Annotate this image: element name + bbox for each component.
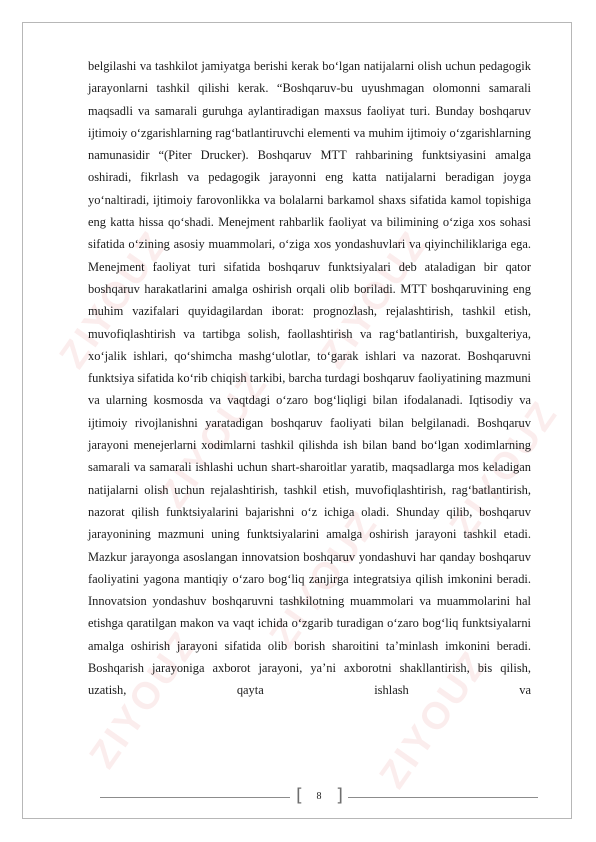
page-number-bracket-open: [ [296, 785, 304, 806]
watermark-text: ZIYOUZ [312, 223, 437, 377]
footer-rule-right [348, 797, 538, 798]
footer-rule-left [100, 797, 290, 798]
watermark-text: ZIYOUZ [82, 623, 207, 777]
watermark-text: ZIYOUZ [262, 503, 387, 657]
watermark-text: ZIYOUZ [52, 223, 177, 377]
watermark-text: ZIYOUZ [372, 643, 497, 797]
body-paragraph: belgilashi va tashkilot jamiyatga berishi kerak bo‘lgan natijalarni olish uchun pedagogik jarayonlarni tashkil qilishi kerak. “Boshqaruv-bu uyushmagan olomonni samarali maqsadli va samarali guruhga aylantiradigan maxsus faoliyat turi. Bunday boshqaruv ijtimoiy o‘zgarishlarning rag‘batlantiruvchi elementi va muhim ijtimoiy o‘zgarishlarning namunasidir “(Piter Drucker). Boshqaruv MTT rahbarining funktsiyasini amalga oshiradi, fikrlash va pedagogik jarayonni eng katta natijalarni beradigan joyga yo‘naltiradi, ijtimoiy farovonlikka va bolalarni barkamol shaxs sifatida kamol topishiga eng katta hissa qo‘shadi. Menejment rahbarlik faoliyat va bilimining o‘ziga xos sohasi sifatida o‘zining asosiy muammolari, o‘ziga xos yondashuvlari va qiyinchiliklariga ega. Menejment faoliyat turi sifatida boshqaruv funktsiyalari deb ataladigan bir qator boshqaruv harakatlarini amalga oshirish orqali olib boriladi. MTT boshqaruvining eng muhim vazifalari quyidagilardan iborat: prognozlash, rejalashtirish, tashkil etish, muvofiqlashtirish va tartibga solish, faollashtirish va rag‘batlantirish, buxgalteriya, xo‘jalik ishlari, qo‘shimcha mashg‘ulotlar, to‘garak ishlari va nazorat. Boshqaruvni funktsiya sifatida ko‘rib chiqish tarkibi, barcha turdagi boshqaruv faoliyatining mazmuni va ularning kosmosda va vaqtdagi o‘zaro bog‘liqligi bilan ifodalanadi. Iqtisodiy va ijtimoiy rivojlanishni yaratadigan boshqaruv faoliyati bilan belgilanadi. Boshqaruv jarayoni menejerlarni xodimlarni tashkil qilishda ish bilan band bo‘lgan xodimlarning samarali va samarali ishlashi uchun shart-sharoitlar yaratib, maqsadlarga mos keladigan natijalarni olish uchun rejalashtirish, tashkil etish, muvofiqlashtirish, rag‘batlantirish, nazorat qilish funktsiyalarini bajarishni o‘z ichiga oladi. Shunday qilib, boshqaruv jarayonining mazmuni uning funktsiyalarini amalga oshirish jarayoni tashkil etadi. Mazkur jarayonga asoslangan innovatsion boshqaruv yondashuvi har qanday boshqaruv faoliyatini yagona mantiqiy o‘zaro bog‘liq zanjirga integratsiya qilish imkonini beradi. Innovatsion yondashuv boshqaruvni tashkilotning muammolari va muammolarini hal etishga qaratilgan makon va vaqt ichida o‘zgarib turadigan o‘zaro bog‘liq funktsiyalarni amalga oshirish jarayoni sifatida olib borish sharoitini ta’minlash imkonini beradi. Boshqarish jarayoniga axborot jarayoni, ya’ni axborotni shakllantirish, bis qilish, uzatish, qayta ishlash va [88, 59, 531, 698]
page-number: 8 [316, 791, 322, 802]
watermark-text: ZIYOUZ [152, 363, 277, 517]
page-footer [100, 786, 538, 808]
watermark-text: ZIYOUZ [442, 393, 567, 547]
page-number-bracket-close: ] [336, 785, 344, 806]
